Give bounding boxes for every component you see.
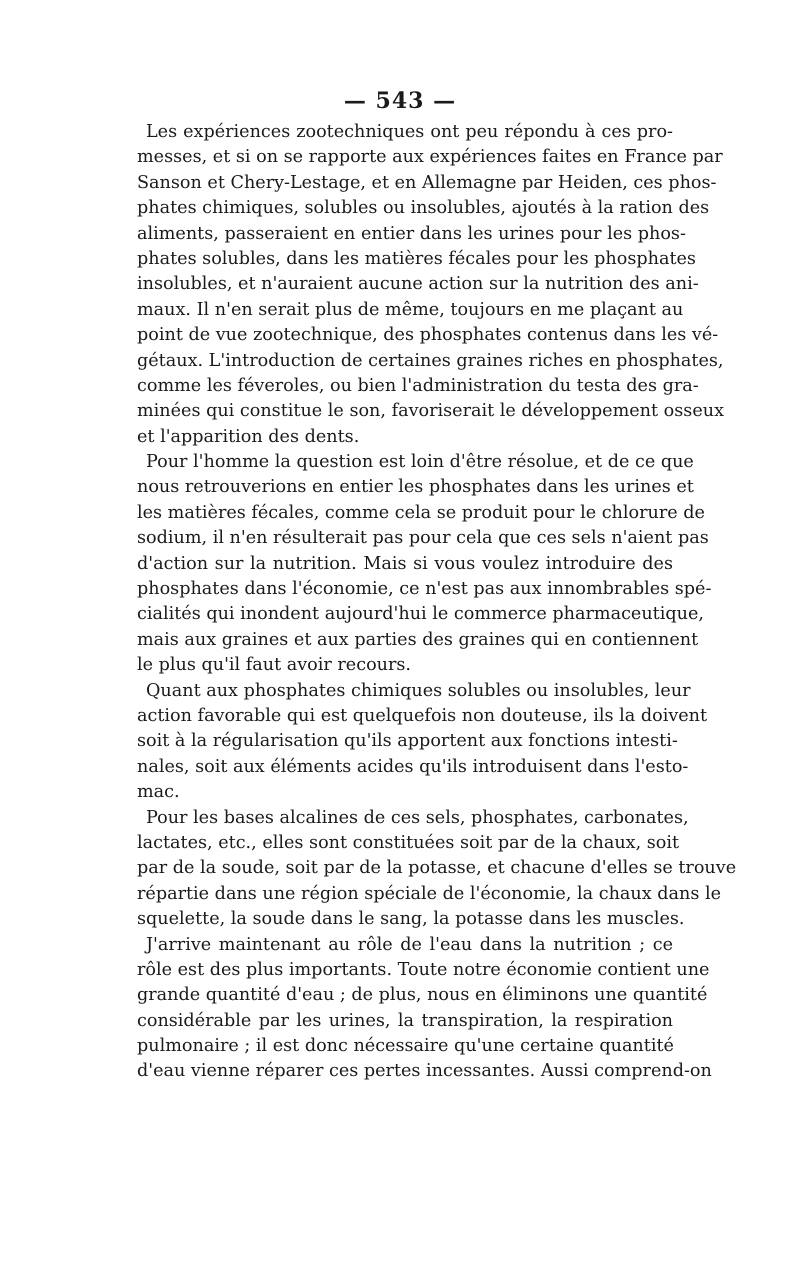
text-line: comme les féveroles, ou bien l'administration du testa des gra- bbox=[137, 375, 699, 396]
text-line: par de la soude, soit par de la potasse, et chacune d'elles se trouve bbox=[137, 858, 737, 879]
text-line: Les expériences zootechniques ont peu répondu à ces pro- bbox=[146, 122, 673, 142]
text-line: les matières fécales, comme cela se produit pour le chlorure de bbox=[137, 502, 705, 523]
text-line: squelette, la soude dans le sang, la potasse dans les muscles. bbox=[137, 909, 685, 930]
body-text bbox=[137, 120, 737, 1085]
text-line: sodium, il n'en résulterait pas pour cela que ces sels n'aient pas bbox=[137, 528, 709, 549]
text-line: phates chimiques, solubles ou insolubles, ajoutés à la ration des bbox=[137, 198, 710, 219]
text-line: grande quantité d'eau ; de plus, nous en éliminons une quantité bbox=[137, 985, 708, 1006]
page-number: — 543 — bbox=[343, 88, 457, 114]
text-line: d'eau vienne réparer ces pertes incessantes. Aussi comprend-on bbox=[137, 1061, 712, 1082]
text-line: messes, et si on se rapporte aux expériences faites en France par bbox=[137, 147, 723, 168]
text-line: point de vue zootechnique, des phosphates contenus dans les vé- bbox=[137, 325, 719, 346]
text-line: nales, soit aux éléments acides qu'ils introduisent dans l'esto- bbox=[137, 756, 689, 777]
text-line: pulmonaire ; il est donc nécessaire qu'une certaine quantité bbox=[137, 1036, 674, 1057]
text-line: phates solubles, dans les matières fécales pour les phosphates bbox=[137, 248, 696, 269]
text-line: soit à la régularisation qu'ils apportent aux fonctions intesti- bbox=[137, 731, 678, 752]
text-line: rôle est des plus importants. Toute notre économie contient une bbox=[137, 959, 710, 980]
text-line: mais aux graines et aux parties des graines qui en contiennent bbox=[137, 629, 699, 650]
text-line: Quant aux phosphates chimiques solubles ou insolubles, leur bbox=[146, 680, 691, 701]
text-line: d'action sur la nutrition. Mais si vous voulez introduire des bbox=[137, 553, 673, 574]
text-line: action favorable qui est quelquefois non douteuse, ils la doivent bbox=[137, 705, 708, 726]
text-line: et l'apparition des dents. bbox=[137, 426, 360, 447]
text-line: Sanson et Chery-Lestage, et en Allemagne par Heiden, ces phos- bbox=[137, 172, 717, 193]
text-line: minées qui constitue le son, favoriserait le développement osseux bbox=[137, 401, 724, 422]
text-line: gétaux. L'introduction de certaines graines riches en phosphates, bbox=[137, 350, 724, 371]
text-line: aliments, passeraient en entier dans les urines pour les phos- bbox=[137, 223, 686, 244]
text-line: Pour l'homme la question est loin d'être résolue, et de ce que bbox=[146, 452, 694, 473]
text-line: mac. bbox=[137, 782, 180, 803]
text-line: Pour les bases alcalines de ces sels, phosphates, carbonates, bbox=[146, 807, 689, 828]
text-line: insolubles, et n'auraient aucune action sur la nutrition des ani- bbox=[137, 274, 699, 295]
text-line: considérable par les urines, la transpiration, la respiration bbox=[137, 1010, 673, 1031]
text-line: cialités qui inondent aujourd'hui le commerce pharmaceutique, bbox=[137, 604, 704, 625]
text-line: maux. Il n'en serait plus de même, toujours en me plaçant au bbox=[137, 299, 684, 320]
text-line: le plus qu'il faut avoir recours. bbox=[137, 655, 412, 676]
text-line: lactates, etc., elles sont constituées soit par de la chaux, soit bbox=[137, 832, 680, 853]
text-line: répartie dans une région spéciale de l'économie, la chaux dans le bbox=[137, 883, 721, 904]
text-line: nous retrouverions en entier les phosphates dans les urines et bbox=[137, 477, 694, 498]
text-line: phosphates dans l'économie, ce n'est pas aux innombrables spé- bbox=[137, 579, 712, 600]
text-line: J'arrive maintenant au rôle de l'eau dans la nutrition ; ce bbox=[146, 934, 673, 955]
